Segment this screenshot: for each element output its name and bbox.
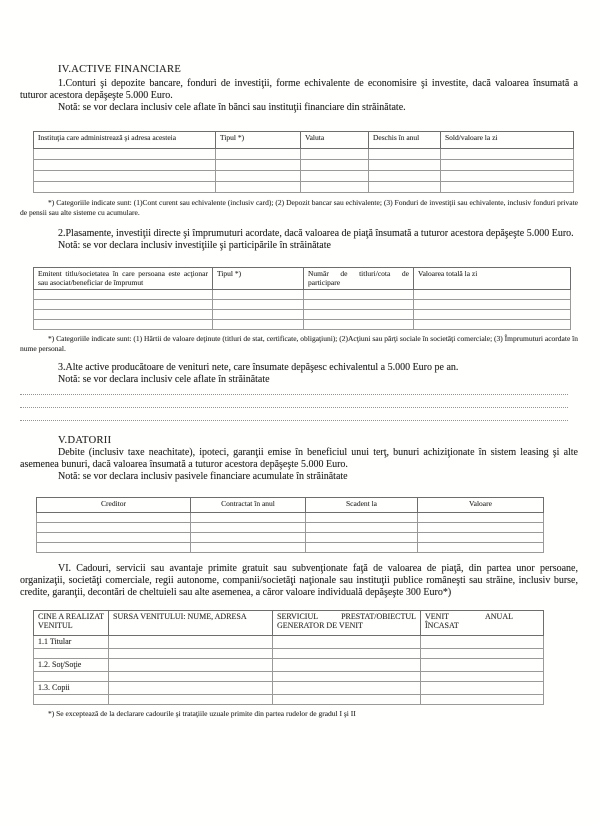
- empty-cell: [301, 171, 369, 182]
- table-row: [34, 649, 544, 659]
- row-label-spouse: 1.2. Soţ/Soţie: [34, 659, 109, 672]
- empty-cell: [34, 171, 216, 182]
- empty-cell: [418, 543, 544, 553]
- empty-cell: [273, 682, 421, 695]
- empty-cell: [191, 533, 306, 543]
- empty-cell: [216, 182, 301, 193]
- table-header-row: [34, 611, 544, 636]
- empty-cell: [213, 300, 304, 310]
- empty-cell: [369, 160, 441, 171]
- empty-cell: [369, 171, 441, 182]
- header-value: Valoare: [418, 498, 544, 513]
- empty-cell: [213, 320, 304, 330]
- empty-cell: [109, 682, 273, 695]
- header-contracted-year: Contractat în anul: [191, 498, 306, 513]
- header-who-earned: CINE A REALIZAT VENITUL: [34, 611, 109, 636]
- item3-paragraph: 3.Alte active producătoare de venituri nete, care însumate depăşesc echivalentul a 5.000 Euro pe an.: [58, 362, 459, 373]
- table-row: [34, 672, 544, 682]
- empty-cell: [34, 290, 213, 300]
- header-service-provided: SERVICIUL PRESTAT/OBIECTUL GENERATOR DE VENIT: [273, 611, 421, 636]
- empty-cell: [421, 682, 544, 695]
- header-annual-income: VENIT ANUAL ÎNCASAT: [421, 611, 544, 636]
- empty-cell: [304, 290, 414, 300]
- empty-cell: [301, 160, 369, 171]
- table-row: [34, 182, 574, 193]
- empty-cell: [37, 513, 191, 523]
- empty-cell: [441, 149, 574, 160]
- empty-cell: [109, 695, 273, 705]
- empty-cell: [34, 695, 109, 705]
- item1-paragraph: 1.Conturi şi depozite bancare, fonduri de investiţii, forme echivalente de economisire şi investite, dacă valoarea însumată a tuturor acestora depăşeşte 5.000 Euro.: [20, 78, 578, 101]
- header-type: Tipul *): [213, 268, 304, 290]
- empty-cell: [273, 695, 421, 705]
- empty-cell: [273, 649, 421, 659]
- header-issuer: Emitent titlu/societatea în care persoana este acţionar sau asociat/beneficiar de împrumut: [34, 268, 213, 290]
- empty-cell: [216, 149, 301, 160]
- footnote-categories-2: *) Categoriile indicate sunt: (1) Hârtii de valoare deţinute (titluri de stat, certificate, obligaţiuni); (2)Acţiuni sau părţi sociale în societăţi comerciale; (3) Împrumuturi acordate în nume personal.: [20, 334, 578, 353]
- dotted-fill-line: [20, 420, 568, 421]
- table-row: [34, 149, 574, 160]
- header-currency: Valuta: [301, 132, 369, 149]
- empty-cell: [273, 672, 421, 682]
- table-row: [37, 523, 544, 533]
- table-row: [34, 659, 544, 672]
- header-shares-count: Număr de titluri/cota de participare: [304, 268, 414, 290]
- empty-cell: [109, 649, 273, 659]
- debts-paragraph: Debite (inclusiv taxe neachitate), ipoteci, garanţii emise în beneficiul unui terţ, bunuri achiziţionate în sistem leasing şi alte asemenea bunuri, dacă valoarea însumată a tuturor acestora depăşeşte 5.000 Euro.: [20, 447, 578, 470]
- empty-cell: [34, 160, 216, 171]
- header-creditor: Creditor: [37, 498, 191, 513]
- table-header-row: [37, 498, 544, 513]
- footnote-gifts-exception: *) Se exceptează de la declarare cadourile şi trataţiile uzuale primite din partea rudelor de gradul I şi II: [48, 709, 356, 718]
- dotted-fill-line: [20, 407, 568, 408]
- empty-cell: [34, 149, 216, 160]
- empty-cell: [421, 649, 544, 659]
- empty-cell: [191, 513, 306, 523]
- empty-cell: [414, 300, 571, 310]
- table-header-row: [34, 132, 574, 149]
- empty-cell: [414, 310, 571, 320]
- table-row: [34, 695, 544, 705]
- empty-cell: [306, 513, 418, 523]
- table-row: [34, 310, 571, 320]
- empty-cell: [109, 636, 273, 649]
- empty-cell: [34, 310, 213, 320]
- empty-cell: [306, 523, 418, 533]
- table-row: [34, 160, 574, 171]
- debts-note: Notă: se vor declara inclusiv pasivele financiare acumulate în străinătate: [58, 471, 348, 482]
- empty-cell: [421, 695, 544, 705]
- table-row: [34, 320, 571, 330]
- footnote-categories-1: *) Categoriile indicate sunt: (1)Cont curent sau echivalente (inclusiv card); (2) Depozit bancar sau echivalente; (3) Fonduri de investiţii sau echivalente, inclusiv fonduri private de pensii sau alte sisteme cu acumulare.: [20, 198, 578, 217]
- header-type: Tipul *): [216, 132, 301, 149]
- header-income-source: SURSA VENITULUI: NUME, ADRESA: [109, 611, 273, 636]
- empty-cell: [191, 543, 306, 553]
- empty-cell: [441, 160, 574, 171]
- empty-cell: [301, 149, 369, 160]
- empty-cell: [34, 649, 109, 659]
- empty-cell: [34, 672, 109, 682]
- empty-cell: [421, 672, 544, 682]
- empty-cell: [441, 171, 574, 182]
- table-row: [37, 533, 544, 543]
- empty-cell: [418, 523, 544, 533]
- empty-cell: [304, 320, 414, 330]
- item2-note: Notă: se vor declara inclusiv investiţiile şi participările în străinătate: [58, 240, 331, 251]
- empty-cell: [304, 310, 414, 320]
- empty-cell: [37, 523, 191, 533]
- empty-cell: [273, 659, 421, 672]
- empty-cell: [216, 171, 301, 182]
- empty-cell: [369, 182, 441, 193]
- gifts-paragraph: VI. Cadouri, servicii sau avantaje primite gratuit sau subvenţionate faţă de valoarea de piaţă, din partea unor persoane, organizaţii, societăţi comerciale, regii autonome, companii/societăţi naţionale sau instituţii publice româneşti sau străine, inclusiv burse, credite, garanţii, decontări de cheltuieli sau alte asemenea, a căror valoare individuală depăşeşte 300 Euro*): [20, 563, 578, 598]
- table-row: [34, 300, 571, 310]
- empty-cell: [441, 182, 574, 193]
- empty-cell: [34, 300, 213, 310]
- header-institution: Instituţia care administrează şi adresa acesteia: [34, 132, 216, 149]
- header-opened-year: Deschis în anul: [369, 132, 441, 149]
- table-header-row: [34, 268, 571, 290]
- empty-cell: [109, 672, 273, 682]
- empty-cell: [216, 160, 301, 171]
- header-due-date: Scadent la: [306, 498, 418, 513]
- empty-cell: [306, 543, 418, 553]
- empty-cell: [369, 149, 441, 160]
- empty-cell: [213, 290, 304, 300]
- header-balance: Sold/valoare la zi: [441, 132, 574, 149]
- empty-cell: [421, 636, 544, 649]
- empty-cell: [421, 659, 544, 672]
- empty-cell: [109, 659, 273, 672]
- investments-table: [33, 267, 571, 330]
- empty-cell: [34, 182, 216, 193]
- empty-cell: [191, 523, 306, 533]
- dotted-fill-line: [20, 394, 568, 395]
- empty-cell: [37, 533, 191, 543]
- empty-cell: [418, 513, 544, 523]
- table-row: [37, 543, 544, 553]
- table-row: [34, 290, 571, 300]
- row-label-titular: 1.1 Titular: [34, 636, 109, 649]
- empty-cell: [34, 320, 213, 330]
- empty-cell: [418, 533, 544, 543]
- empty-cell: [414, 320, 571, 330]
- header-total-value: Valoarea totală la zi: [414, 268, 571, 290]
- section-v-title: V.DATORII: [58, 435, 112, 446]
- empty-cell: [414, 290, 571, 300]
- item3-note: Notă: se vor declara inclusiv cele aflate în străinătate: [58, 374, 270, 385]
- item1-note: Notă: se vor declara inclusiv cele aflate în bănci sau instituţii financiare din străinătate.: [58, 102, 406, 113]
- table-row: [34, 171, 574, 182]
- empty-cell: [273, 636, 421, 649]
- bank-accounts-table: [33, 131, 574, 193]
- item2-paragraph: 2.Plasamente, investiţii directe şi împrumuturi acordate, dacă valoarea de piaţă însumată a tuturor acestora depăşeşte 5.000 Euro.: [58, 228, 574, 239]
- row-label-children: 1.3. Copii: [34, 682, 109, 695]
- empty-cell: [306, 533, 418, 543]
- empty-cell: [37, 543, 191, 553]
- section-iv-title: IV.ACTIVE FINANCIARE: [58, 64, 182, 75]
- empty-cell: [213, 310, 304, 320]
- income-sources-table: [33, 610, 544, 705]
- table-row: [37, 513, 544, 523]
- empty-cell: [304, 300, 414, 310]
- empty-cell: [301, 182, 369, 193]
- table-row: [34, 636, 544, 649]
- debts-table: [36, 497, 544, 553]
- table-row: [34, 682, 544, 695]
